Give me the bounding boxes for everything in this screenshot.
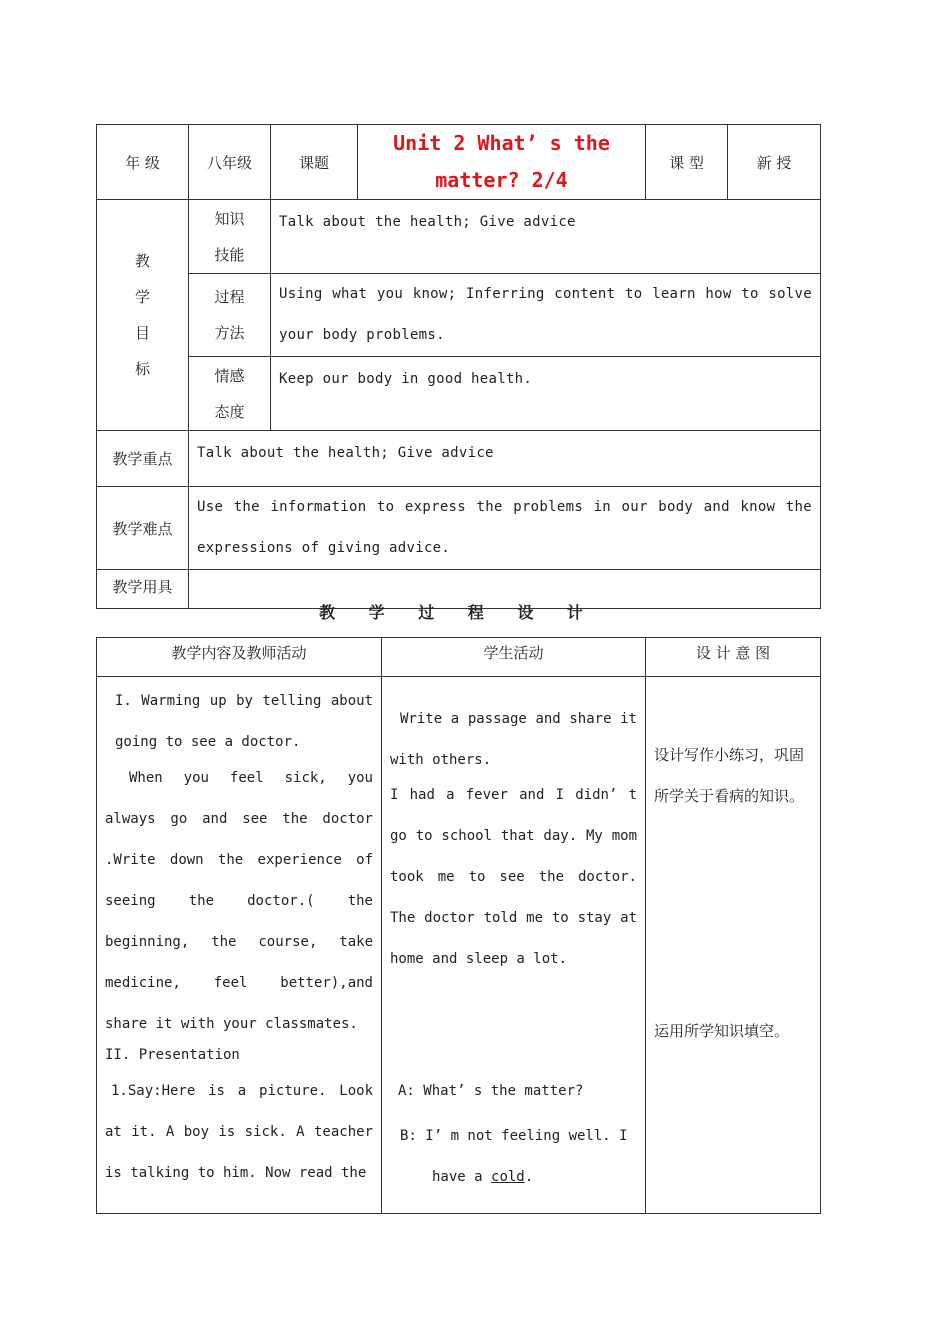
student-activity-cell <box>382 677 646 1214</box>
grade-value: 八年级 <box>189 125 271 200</box>
student-activity-header: 学生活动 <box>382 638 646 677</box>
objectives-char: 教 <box>134 252 150 270</box>
warming-up-heading: I. Warming up by telling about going to see a doctor. <box>115 693 373 750</box>
lesson-title-line1: Unit 2 What’ s the <box>393 131 610 155</box>
dialog-b-prefix: have a <box>432 1169 492 1185</box>
process-label <box>189 274 271 357</box>
dialog-b-suffix: . <box>524 1169 534 1185</box>
process-label-line2: 方法 <box>214 324 245 342</box>
intent-writing-practice: 设计写作小练习，巩固所学关于看病的知识。 <box>654 746 805 805</box>
attitude-text-value: Keep our body in good health. <box>279 371 533 387</box>
teacher-activity-cell <box>97 677 382 1214</box>
attitude-label-line2: 态度 <box>214 402 245 421</box>
student-sample-passage: I had a fever and I didn’ t go to school that day. My mom took me to see the doctor. The doctor told me to stay at home and sleep a lot. <box>390 787 637 967</box>
grade-label: 年 级 <box>97 125 189 200</box>
knowledge-text <box>271 200 821 274</box>
topic-label: 课题 <box>271 125 358 200</box>
key-points-text <box>189 431 821 487</box>
design-intent-cell <box>646 677 821 1214</box>
objectives-char: 目 <box>134 324 150 342</box>
attitude-text <box>271 357 821 431</box>
blank-word-cold: cold <box>491 1169 525 1185</box>
lesson-info-table <box>96 124 821 609</box>
attitude-label <box>189 357 271 431</box>
objectives-char: 学 <box>134 288 150 306</box>
type-value: 新 授 <box>728 125 821 200</box>
design-intent-header: 设 计 意 图 <box>646 638 821 677</box>
type-label: 课 型 <box>646 125 728 200</box>
intent-fill-blanks: 运用所学知识填空。 <box>654 1022 790 1040</box>
objectives-char: 标 <box>134 360 150 378</box>
teacher-activity-header: 教学内容及教师活动 <box>97 638 382 677</box>
key-points-label: 教学重点 <box>97 431 189 487</box>
knowledge-text-value: Talk about the health; Give advice <box>279 214 576 230</box>
dialog-line-b: B: I’ m not feeling well. I <box>400 1128 628 1144</box>
difficulties-text <box>189 487 821 570</box>
objectives-label <box>97 200 189 431</box>
presentation-step-1: 1.Say:Here is a picture. Look at it. A boy is sick. A teacher is talking to him. Now read the <box>105 1083 373 1181</box>
knowledge-label <box>189 200 271 274</box>
process-table <box>96 637 821 1214</box>
process-text <box>271 274 821 357</box>
student-task: Write a passage and share it with others. <box>390 711 637 768</box>
knowledge-label-line2: 技能 <box>214 245 245 264</box>
key-points-text-value: Talk about the health; Give advice <box>197 445 494 461</box>
aids-label: 教学用具 <box>97 570 189 609</box>
warming-up-instructions: When you feel sick, you always go and see the doctor .Write down the experience of seeing the doctor.( the beginning, the course, take medicine, feel better),and share it with your classmates. <box>105 770 373 1032</box>
section-title: 教 学 过 程 设 计 <box>319 603 597 622</box>
dialog-line-a: A: What’ s the matter? <box>398 1083 584 1099</box>
difficulties-text-value: Use the information to express the problems in our body and know the expressions of giving advice. <box>197 499 812 556</box>
dialog-line-b-cont <box>390 1157 637 1198</box>
presentation-heading: II. Presentation <box>105 1047 240 1063</box>
lesson-title-line2: matter? 2/4 <box>435 168 568 192</box>
knowledge-label-line1: 知识 <box>214 209 245 228</box>
lesson-title <box>358 125 646 200</box>
process-text-value: Using what you know; Inferring content to learn how to solve your body problems. <box>279 286 812 343</box>
process-label-line1: 过程 <box>214 288 245 306</box>
attitude-label-line1: 情感 <box>214 366 245 385</box>
difficulties-label: 教学难点 <box>97 487 189 570</box>
